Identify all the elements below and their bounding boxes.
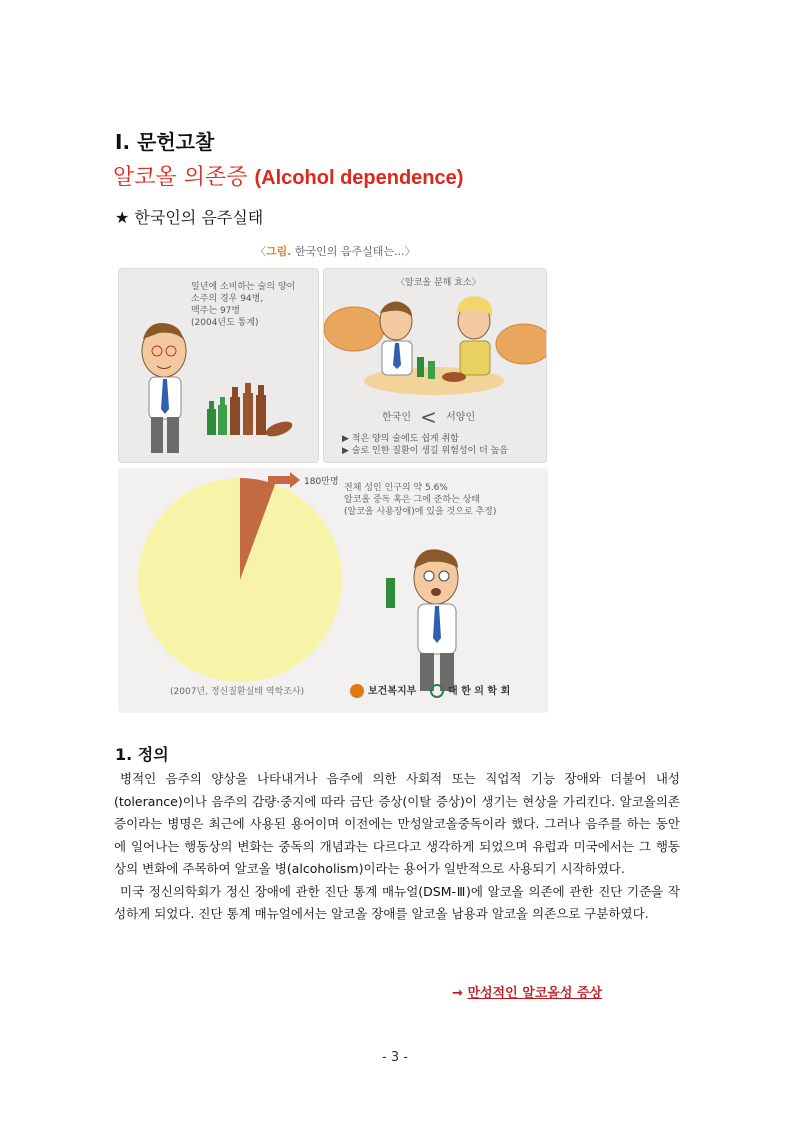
enzyme-title: 〈알코올 분해 효소〉 <box>396 278 481 288</box>
definition-body <box>114 768 680 926</box>
main-title <box>113 160 463 191</box>
kams-logo-icon <box>430 684 444 698</box>
title-korean: 알코올 의존증 <box>113 165 248 190</box>
consumption-text: 일년에 소비하는 술의 양이 소주의 경우 94병, 맥주는 97병 (2004년도 통계) <box>191 282 296 328</box>
drunk-man-illustration <box>119 269 318 462</box>
arrow-icon: → <box>452 986 463 1001</box>
related-link[interactable] <box>452 982 602 1001</box>
figure-panel-enzyme <box>323 268 547 463</box>
survey-source-note: (2007년, 정신질환실태 역학조사) <box>170 687 305 697</box>
pie-pointer-bar <box>268 476 290 484</box>
page-number: - 3 - <box>382 1050 408 1065</box>
definition-heading: 1. 정의 <box>115 745 169 764</box>
chronic-symptoms-link[interactable]: 만성적인 알코올성 증상 <box>467 986 603 1001</box>
pie-chart-area <box>118 468 548 713</box>
pie-slice-label: 180만명 <box>304 477 339 487</box>
mohw-logo: 보건복지부 <box>350 682 416 698</box>
man-with-bottle-illustration <box>386 549 458 691</box>
section-heading: Ⅰ. 문헌고찰 <box>115 130 215 154</box>
figure-caption <box>255 243 416 259</box>
caption-prefix: 〈 <box>255 245 266 258</box>
figure-panel-consumption <box>118 268 319 463</box>
mohw-logo-icon <box>350 684 364 698</box>
title-english: (Alcohol dependence) <box>254 167 464 189</box>
caption-text: 한국인의 음주실태는...〉 <box>291 245 416 258</box>
prevalence-text: 전체 성인 인구의 약 5.6% 알코올 중독 혹은 그에 준하는 상태 (알코올 사용장애)에 있을 것으로 추정) <box>344 483 497 517</box>
enzyme-notes: ▶ 적은 양의 술에도 쉽게 취함 ▶ 술로 인한 질환이 생길 위험성이 더 높음 <box>342 434 509 456</box>
kams-logo: 대 한 의 학 회 <box>430 682 510 698</box>
comparison: 한국인 < 서양인 <box>382 405 476 429</box>
definition-paragraph-1: 병적인 음주의 양상을 나타내거나 음주에 의한 사회적 또는 직업적 기능 장애와 더불어 내성(tolerance)이나 음주의 감량·중지에 따라 금단 증상(이탈 증상)이 생기는 현상을 가리킨다. 알코올의존증이라는 병명은 최근에 사용된 용어이며 이전에는 만성알코올중독이라 했다. 그러나 음주를 하는 동안에 일어나는 행동상의 변화는 중독의 개념과는 다르다고 생각하게 되었으며 유럽과 미국에서는 그 행동상의 변화에 주목하여 알코올 병(alcoholism)이라는 용어가 일반적으로 사용되기 시작하였다. <box>114 771 680 876</box>
bottles-icon <box>207 383 294 439</box>
pie-pointer-arrow <box>290 472 300 488</box>
definition-paragraph-2: 미국 정신의학회가 정신 장애에 관한 진단 통계 매뉴얼(DSM-Ⅲ)에 알코올 의존에 관한 진단 기준을 작성하게 되었다. 진단 통계 매뉴얼에서는 알코올 장애를 알코올 남용과 알코올 의존으로 구분하였다. <box>114 883 680 921</box>
pie-slice-1 <box>138 478 342 682</box>
survey-heading: ★ 한국인의 음주실태 <box>115 208 264 227</box>
caption-highlight: 그림. <box>266 245 292 258</box>
